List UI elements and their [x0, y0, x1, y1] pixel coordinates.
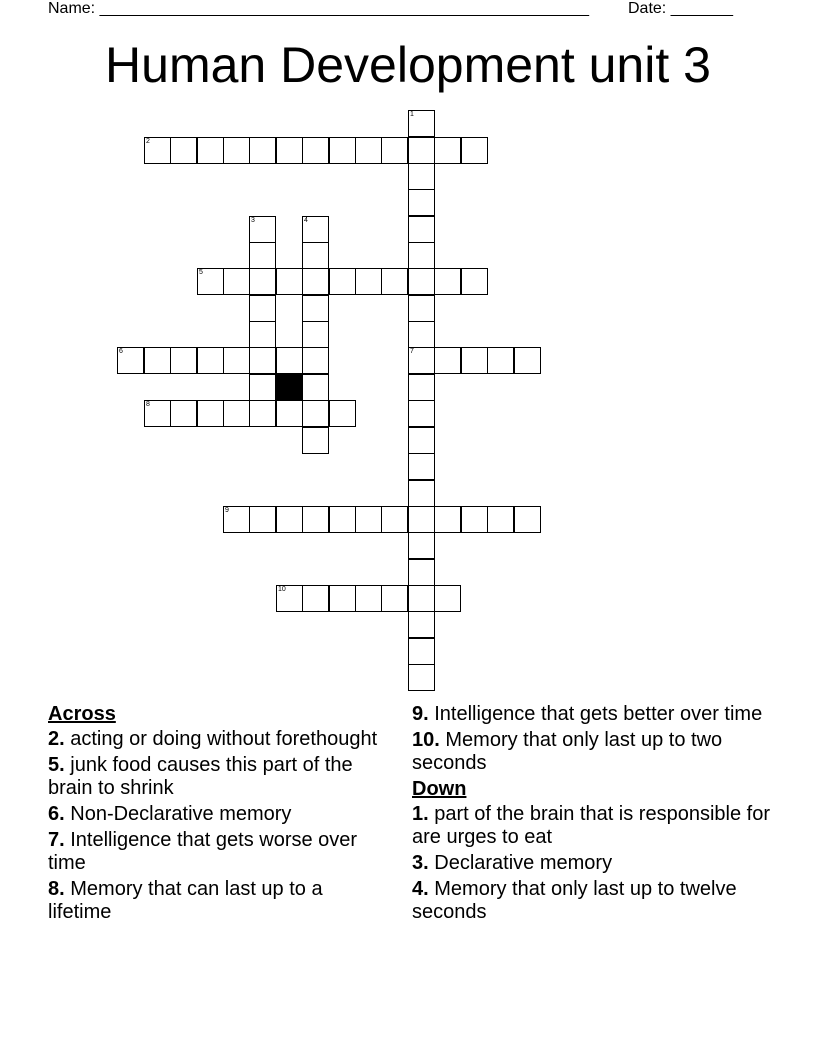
- clue-text: Declarative memory: [434, 852, 613, 874]
- clue-down-1: [412, 803, 772, 849]
- crossword-cell[interactable]: [514, 347, 541, 374]
- crossword-cell[interactable]: [381, 506, 408, 533]
- page-title: Human Development unit 3: [105, 37, 711, 93]
- crossword-cell[interactable]: [381, 268, 408, 295]
- crossword-cell[interactable]: [381, 585, 408, 612]
- crossword-black-cell: [276, 374, 303, 401]
- across-heading: Across: [48, 703, 116, 725]
- clue-across-10: [412, 729, 772, 775]
- crossword-cell[interactable]: [408, 268, 435, 295]
- clue-across-9: [412, 703, 772, 726]
- crossword-cell[interactable]: [223, 400, 250, 427]
- crossword-cell[interactable]: [117, 347, 144, 374]
- crossword-cell[interactable]: [329, 585, 356, 612]
- crossword-cell[interactable]: [170, 137, 197, 164]
- clue-number: 1.: [412, 803, 429, 825]
- clue-number: 6.: [48, 803, 65, 825]
- clue-number-label: 8: [146, 401, 150, 408]
- crossword-cell[interactable]: [408, 453, 435, 480]
- crossword-cell[interactable]: [276, 585, 303, 612]
- crossword-cell[interactable]: [487, 347, 514, 374]
- crossword-cell[interactable]: [249, 137, 276, 164]
- crossword-cell[interactable]: [434, 506, 461, 533]
- crossword-cell[interactable]: [249, 242, 276, 269]
- crossword-cell[interactable]: [302, 585, 329, 612]
- crossword-cell[interactable]: [461, 347, 488, 374]
- clue-number-label: 5: [199, 269, 203, 276]
- crossword-cell[interactable]: [408, 163, 435, 190]
- clue-number: 2.: [48, 728, 65, 750]
- crossword-cell[interactable]: [434, 585, 461, 612]
- crossword-cell[interactable]: [329, 137, 356, 164]
- clue-number: 9.: [412, 703, 429, 725]
- crossword-cell[interactable]: [302, 242, 329, 269]
- clue-number: 10.: [412, 729, 440, 751]
- clue-text: junk food causes this part of the brain to shrink: [48, 754, 353, 799]
- crossword-cell[interactable]: [302, 506, 329, 533]
- crossword-cell[interactable]: [144, 137, 171, 164]
- crossword-cell[interactable]: [408, 506, 435, 533]
- crossword-cell[interactable]: [408, 216, 435, 243]
- clue-number-label: 7: [410, 348, 414, 355]
- clue-down-3: [412, 852, 772, 875]
- crossword-cell[interactable]: [408, 611, 435, 638]
- clue-number: 5.: [48, 754, 65, 776]
- crossword-cell[interactable]: [302, 137, 329, 164]
- crossword-cell[interactable]: [276, 400, 303, 427]
- crossword-cell[interactable]: [302, 374, 329, 401]
- crossword-cell[interactable]: [302, 321, 329, 348]
- crossword-cell[interactable]: [302, 427, 329, 454]
- crossword-cell[interactable]: [302, 268, 329, 295]
- clue-number: 4.: [412, 878, 429, 900]
- clue-text: Intelligence that gets worse over time: [48, 829, 358, 874]
- clue-number-label: 10: [278, 586, 286, 593]
- crossword-cell[interactable]: [408, 480, 435, 507]
- clue-text: acting or doing without forethought: [70, 728, 378, 750]
- crossword-cell[interactable]: [408, 400, 435, 427]
- name-field: Name: _______________________________________________________: [48, 0, 589, 17]
- clue-text: part of the brain that is responsible for are urges to eat: [412, 803, 770, 848]
- down-heading: Down: [412, 778, 467, 800]
- crossword-cell[interactable]: [408, 532, 435, 559]
- crossword-cell[interactable]: [408, 110, 435, 137]
- crossword-cell[interactable]: [355, 137, 382, 164]
- crossword-cell[interactable]: [249, 321, 276, 348]
- crossword-cell[interactable]: [249, 347, 276, 374]
- clue-number: 3.: [412, 852, 429, 874]
- crossword-cell[interactable]: [249, 506, 276, 533]
- crossword-cell[interactable]: [329, 268, 356, 295]
- crossword-cell[interactable]: [276, 137, 303, 164]
- crossword-cell[interactable]: [461, 137, 488, 164]
- date-field: Date: _______: [628, 0, 733, 17]
- crossword-cell[interactable]: [408, 242, 435, 269]
- crossword-cell[interactable]: [197, 400, 224, 427]
- clue-across-7: [48, 829, 388, 875]
- crossword-cell[interactable]: [302, 295, 329, 322]
- crossword-cell[interactable]: [355, 506, 382, 533]
- crossword-cell[interactable]: [408, 638, 435, 665]
- crossword-cell[interactable]: [408, 137, 435, 164]
- crossword-cell[interactable]: [170, 400, 197, 427]
- clue-number-label: 6: [119, 348, 123, 355]
- crossword-cell[interactable]: [197, 268, 224, 295]
- clue-across-8: [48, 878, 388, 924]
- crossword-cell[interactable]: [408, 374, 435, 401]
- clue-across-5: [48, 754, 388, 800]
- clues-right-column: [412, 703, 772, 927]
- clue-number-label: 1: [410, 111, 414, 118]
- crossword-cell[interactable]: [408, 585, 435, 612]
- crossword-cell[interactable]: [302, 347, 329, 374]
- clue-number: 7.: [48, 829, 65, 851]
- clue-number-label: 2: [146, 138, 150, 145]
- crossword-cell[interactable]: [223, 268, 250, 295]
- crossword-cell[interactable]: [381, 137, 408, 164]
- crossword-cell[interactable]: [408, 559, 435, 586]
- crossword-cell[interactable]: [276, 268, 303, 295]
- crossword-cell[interactable]: [276, 347, 303, 374]
- crossword-cell[interactable]: [197, 347, 224, 374]
- crossword-cell[interactable]: [408, 321, 435, 348]
- crossword-cell[interactable]: [249, 400, 276, 427]
- crossword-cell[interactable]: [434, 137, 461, 164]
- crossword-cell[interactable]: [434, 347, 461, 374]
- crossword-cell[interactable]: [355, 585, 382, 612]
- crossword-cell[interactable]: [408, 189, 435, 216]
- crossword-cell[interactable]: [276, 506, 303, 533]
- crossword-cell[interactable]: [329, 400, 356, 427]
- crossword-cell[interactable]: [355, 268, 382, 295]
- clue-down-4: [412, 878, 772, 924]
- crossword-cell[interactable]: [408, 427, 435, 454]
- crossword-cell[interactable]: [170, 347, 197, 374]
- crossword-cell[interactable]: [249, 216, 276, 243]
- clue-text: Memory that only last up to twelve seconds: [412, 878, 737, 923]
- crossword-cell[interactable]: [329, 506, 356, 533]
- clue-across-2: [48, 728, 388, 751]
- crossword-cell[interactable]: [144, 400, 171, 427]
- crossword-cell[interactable]: [487, 506, 514, 533]
- clues-left-column: [48, 703, 388, 927]
- crossword-cell[interactable]: [434, 268, 461, 295]
- crossword-cell[interactable]: [461, 268, 488, 295]
- crossword-cell[interactable]: [461, 506, 488, 533]
- clue-text: Non-Declarative memory: [70, 803, 292, 825]
- clue-number-label: 4: [304, 217, 308, 224]
- crossword-cell[interactable]: [249, 374, 276, 401]
- crossword-cell[interactable]: [408, 295, 435, 322]
- clue-across-6: [48, 803, 388, 826]
- crossword-cell[interactable]: [197, 137, 224, 164]
- crossword-cell[interactable]: [249, 295, 276, 322]
- crossword-cell[interactable]: [408, 664, 435, 691]
- crossword-cell[interactable]: [302, 216, 329, 243]
- crossword-cell[interactable]: [223, 347, 250, 374]
- crossword-cell[interactable]: [249, 268, 276, 295]
- crossword-cell[interactable]: [223, 506, 250, 533]
- clue-text: Memory that only last up to two seconds: [412, 729, 723, 774]
- crossword-cell[interactable]: [514, 506, 541, 533]
- crossword-cell[interactable]: [302, 400, 329, 427]
- crossword-cell[interactable]: [144, 347, 171, 374]
- crossword-cell[interactable]: [408, 347, 435, 374]
- clue-number-label: 3: [251, 217, 255, 224]
- crossword-cell[interactable]: [223, 137, 250, 164]
- clue-text: Memory that can last up to a lifetime: [48, 878, 323, 923]
- clue-number: 8.: [48, 878, 65, 900]
- clue-text: Intelligence that gets better over time: [434, 703, 763, 725]
- clue-number-label: 9: [225, 507, 229, 514]
